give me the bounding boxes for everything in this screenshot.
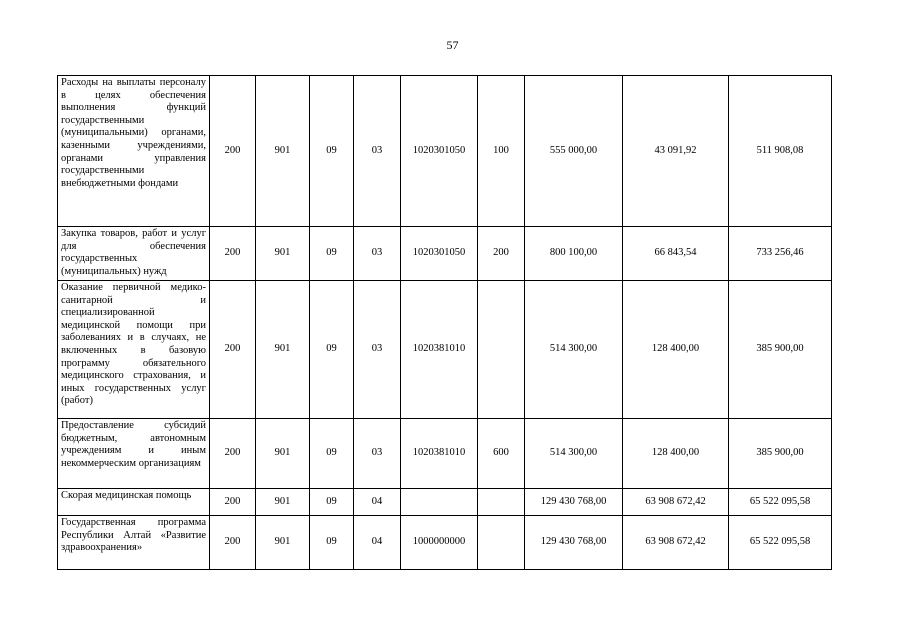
row-code: 200	[210, 76, 256, 227]
row-subsection: 04	[354, 489, 401, 516]
row-target: 1020301050	[401, 227, 478, 281]
row-code: 200	[210, 489, 256, 516]
row-code: 200	[210, 227, 256, 281]
row-section: 09	[310, 281, 354, 419]
row-dept: 901	[256, 227, 310, 281]
row-expense-type	[478, 489, 525, 516]
table-row	[58, 419, 832, 489]
row-target: 1020381010	[401, 281, 478, 419]
row-sum-1: 514 300,00	[525, 281, 623, 419]
row-dept: 901	[256, 516, 310, 570]
row-sum-2: 128 400,00	[623, 419, 729, 489]
row-section: 09	[310, 227, 354, 281]
table-row	[58, 281, 832, 419]
row-description: Оказание первичной медико-санитарной и специализированной медицинской помощи при заболеваниях и в случаях, не включенных в базовую программу обязательного медицинского страхования, и иных государственных услуг (работ)	[58, 281, 210, 419]
budget-table	[57, 75, 832, 570]
row-expense-type: 100	[478, 76, 525, 227]
row-expense-type	[478, 281, 525, 419]
row-sum-3: 733 256,46	[729, 227, 832, 281]
row-sum-1: 514 300,00	[525, 419, 623, 489]
row-description: Государственная программа Республики Алтай «Развитие здравоохранения»	[58, 516, 210, 570]
row-subsection: 03	[354, 281, 401, 419]
row-sum-1: 129 430 768,00	[525, 516, 623, 570]
table-row	[58, 76, 832, 227]
table-row	[58, 516, 832, 570]
row-subsection: 04	[354, 516, 401, 570]
row-target: 1020301050	[401, 76, 478, 227]
row-section: 09	[310, 419, 354, 489]
row-dept: 901	[256, 489, 310, 516]
table-row	[58, 489, 832, 516]
row-dept: 901	[256, 76, 310, 227]
row-subsection: 03	[354, 227, 401, 281]
row-subsection: 03	[354, 76, 401, 227]
row-sum-2: 128 400,00	[623, 281, 729, 419]
row-expense-type: 200	[478, 227, 525, 281]
row-sum-3: 385 900,00	[729, 281, 832, 419]
table-row	[58, 227, 832, 281]
row-sum-3: 65 522 095,58	[729, 516, 832, 570]
row-sum-3: 65 522 095,58	[729, 489, 832, 516]
row-dept: 901	[256, 419, 310, 489]
row-code: 200	[210, 281, 256, 419]
row-sum-2: 66 843,54	[623, 227, 729, 281]
row-expense-type	[478, 516, 525, 570]
row-expense-type: 600	[478, 419, 525, 489]
row-sum-2: 63 908 672,42	[623, 516, 729, 570]
row-sum-1: 129 430 768,00	[525, 489, 623, 516]
page-number: 57	[446, 38, 459, 52]
row-code: 200	[210, 516, 256, 570]
row-sum-1: 555 000,00	[525, 76, 623, 227]
row-sum-1: 800 100,00	[525, 227, 623, 281]
row-section: 09	[310, 489, 354, 516]
row-code: 200	[210, 419, 256, 489]
row-description: Закупка товаров, работ и услуг для обеспечения государственных (муниципальных) нужд	[58, 227, 210, 281]
row-description: Скорая медицинская помощь	[58, 489, 210, 516]
row-subsection: 03	[354, 419, 401, 489]
row-sum-2: 63 908 672,42	[623, 489, 729, 516]
row-section: 09	[310, 516, 354, 570]
row-sum-3: 385 900,00	[729, 419, 832, 489]
row-section: 09	[310, 76, 354, 227]
row-dept: 901	[256, 281, 310, 419]
row-target: 1020381010	[401, 419, 478, 489]
row-description: Расходы на выплаты персоналу в целях обеспечения выполнения функций государственными (муниципальными) органами, казенными учреждениями, органами управления государственными внебюджетными фондами	[58, 76, 210, 227]
row-sum-3: 511 908,08	[729, 76, 832, 227]
row-target: 1000000000	[401, 516, 478, 570]
row-description: Предоставление субсидий бюджетным, автономным учреждениям и иным некоммерческим организациям	[58, 419, 210, 489]
row-sum-2: 43 091,92	[623, 76, 729, 227]
row-target	[401, 489, 478, 516]
